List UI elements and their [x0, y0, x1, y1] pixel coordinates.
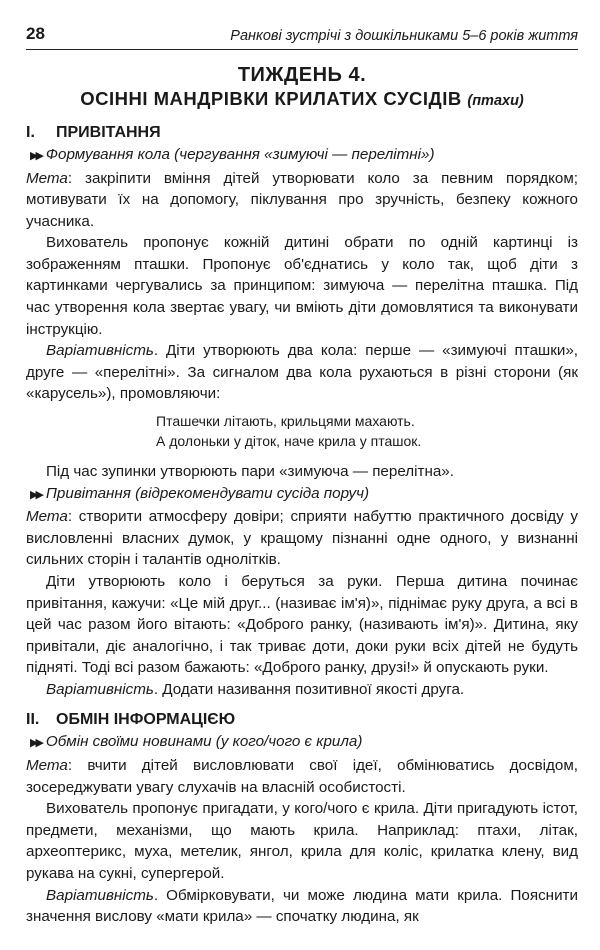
running-title: Ранкові зустрічі з дошкільниками 5–6 років життя [230, 28, 578, 44]
activity-title: Привітання (відрекомендувати сусіда поруч) [45, 484, 370, 502]
week-title: ТИЖДЕНЬ 4. [237, 64, 367, 86]
goal-paragraph-3 [26, 755, 578, 798]
variation-paragraph-2 [26, 679, 578, 701]
activity-title: Обмін своїми новинами (у кого/чого є крила) [45, 733, 363, 751]
chapter-title [26, 87, 578, 113]
variation-label: Варіативність [46, 680, 154, 698]
variation-text: . Додати називання позитивної якості друга. [153, 680, 465, 698]
poem-line-1: Пташечки літають, крильцями махають. [156, 413, 415, 430]
variation-label: Варіативність [46, 342, 154, 360]
body-paragraph: Під час зупинки утворюють пари «зимуюча — перелітна». [46, 463, 454, 481]
double-arrow-icon: ▶▶ [30, 150, 41, 162]
variation-paragraph-3 [26, 885, 578, 928]
activity-heading-2 [26, 483, 578, 507]
body-paragraph: Вихователь пропонує пригадати, у кого/чого є крила. Діти пригадують істот, предмети, механізми, що мають крила. Наприклад: птахи, літак, археоптерикс, муха, метелик, янгол, крила для коліс, крилатка клену, вид рукава на сукні, супергерой. [26, 800, 578, 882]
variation-text: . Діти утворюють два кола: перше — «зимуючі пташки», друге — «перелітні». За сигналом два кола рухаються в різні сторони (як «карусель»), промовляючи: [26, 342, 578, 403]
activity-heading-3 [26, 731, 578, 755]
section-title: ПРИВІТАННЯ [56, 124, 161, 141]
page [26, 24, 578, 928]
chapter-title-main: ОСІННІ МАНДРІВКИ КРИЛАТИХ СУСІДІВ [80, 88, 462, 109]
section-heading-2 [26, 709, 578, 731]
goal-text: : вчити дітей висловлювати свої ідеї, обмінюватись досвідом, зосереджувати увагу слухачів на власній особистості. [26, 756, 578, 796]
section-number: II. [26, 711, 40, 729]
goal-paragraph-1 [26, 168, 578, 233]
body-paragraph: Діти утворюють коло і беруться за руки. Перша дитина починає привітання, кажучи: «Це мій друг... (називає ім'я)», піднімає руку друга, а всі в цей час разом його вітають: «Доброго ранку, (називають ім'я)». Дитина, яку привітали, діє аналогічно, і так триває доти, доки руки всіх дітей не будуть підняті. Тоді всі разом бажають: «Доброго ранку, друзі!» й опускають руки. [26, 572, 578, 677]
poem-line-2: А долоньки у діток, наче крила у пташок. [156, 433, 422, 450]
section-number: I. [26, 124, 35, 141]
goal-text: : закріпити вміння дітей утворювати коло за певним порядком; мотивувати їх на допомогу, піклування про зручність, безпеку кожного учасника. [26, 169, 578, 230]
body-paragraph: Вихователь пропонує кожній дитині обрати по одній картинці із зображенням пташки. Пропонує об'єднатись у коло так, щоб діти з картинками чергувались за принципом: зимуюча — перелітна пташка. Під час утворення кола звертає увагу, чи вміють діти домовлятися та виконувати інструкцію. [26, 234, 578, 338]
variation-label: Варіативність [46, 886, 154, 904]
section-title: ОБМІН ІНФОРМАЦІЄЮ [56, 711, 236, 729]
poem [156, 411, 578, 451]
activity-title: Формування кола (чергування «зимуючі — перелітні») [45, 146, 435, 163]
goal-text: : створити атмосферу довіри; сприяти набуттю практичного досвіду у висловленні власних думок, у кращому пізнанні одне одного, у визнанні сильних сторін і талантів однолітків. [26, 508, 578, 569]
double-arrow-icon: ▶▶ [30, 737, 41, 750]
activity-heading-1 [26, 144, 578, 168]
goal-paragraph-2 [26, 506, 578, 571]
section-heading-1 [26, 122, 578, 144]
double-arrow-icon: ▶▶ [30, 488, 41, 501]
variation-paragraph-1 [26, 340, 578, 405]
goal-label: Мета [26, 169, 68, 187]
variation-text: . Обмірковувати, чи може людина мати крила. Пояснити значення вислову «мати крила» — спочатку людина, як [26, 886, 578, 926]
goal-label: Мета [26, 508, 68, 526]
page-header [26, 24, 578, 50]
chapter-title-sub: (птахи) [467, 93, 524, 109]
goal-label: Мета [26, 756, 68, 774]
page-number: 28 [26, 24, 45, 43]
